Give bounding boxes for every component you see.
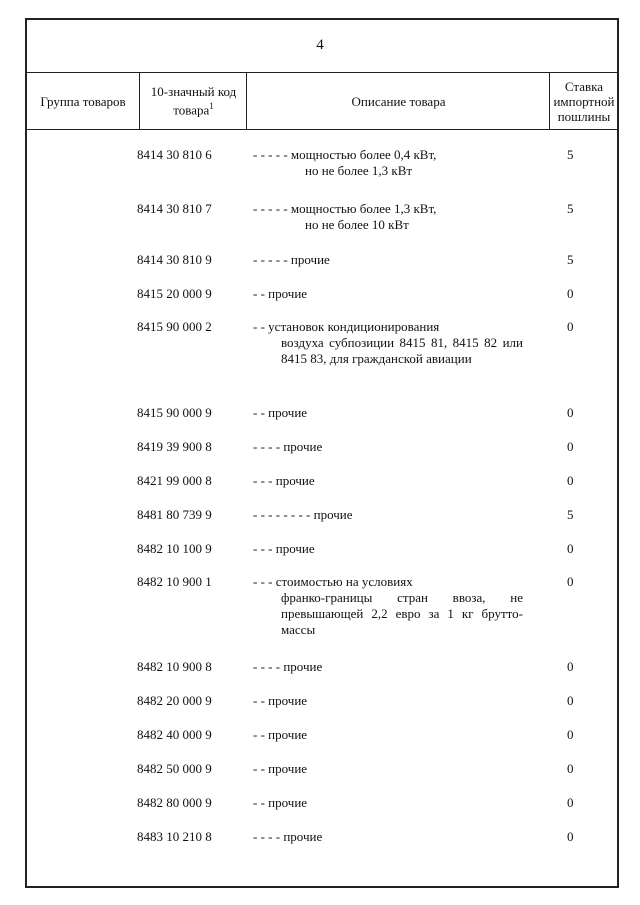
description-continuation: франко-границы стран ввоза, не превышающей 2,2 евро за 1 кг брутто-массы: [281, 590, 523, 637]
commodity-description: [253, 286, 523, 302]
commodity-code: 8481 80 739 9: [137, 507, 212, 522]
commodity-description: [253, 761, 523, 777]
description-text: прочие: [268, 286, 308, 301]
commodity-description: [253, 659, 523, 675]
description-text: прочие: [268, 727, 308, 742]
commodity-code: 8414 30 810 9: [137, 252, 212, 267]
commodity-code: 8482 10 100 9: [137, 541, 212, 556]
description-text: прочие: [275, 541, 315, 556]
commodity-code: 8482 80 000 9: [137, 795, 212, 810]
level-dashes: - -: [253, 286, 265, 301]
duty-rate: 0: [567, 286, 574, 301]
duty-rate: 0: [567, 473, 574, 488]
commodity-description: [253, 507, 523, 523]
commodity-code: 8414 30 810 6: [137, 147, 212, 162]
description-text: прочие: [283, 439, 323, 454]
duty-rate: 0: [567, 439, 574, 454]
duty-rate: 0: [567, 693, 574, 708]
commodity-description: [253, 727, 523, 743]
level-dashes: - - -: [253, 541, 273, 556]
description-text: прочие: [275, 473, 315, 488]
commodity-description: [253, 574, 523, 638]
commodity-code: 8482 10 900 8: [137, 659, 212, 674]
commodity-code: 8415 90 000 2: [137, 319, 212, 334]
commodity-description: [253, 405, 523, 421]
description-text: прочие: [283, 829, 323, 844]
tariff-table: [27, 72, 617, 844]
commodity-description: [253, 147, 523, 179]
duty-rate: 0: [567, 761, 574, 776]
level-dashes: - - - -: [253, 439, 281, 454]
duty-rate: 0: [567, 659, 574, 674]
description-continuation: но не более 10 кВт: [305, 217, 409, 232]
description-text: мощностью более 0,4 кВт,: [290, 147, 437, 162]
level-dashes: - - - - -: [253, 201, 288, 216]
commodity-description: [253, 693, 523, 709]
level-dashes: - - - -: [253, 659, 281, 674]
header-code: 10-значный код товара$^1$: [139, 73, 247, 129]
level-dashes: - -: [253, 761, 265, 776]
level-dashes: - -: [253, 727, 265, 742]
duty-rate: 5: [567, 252, 574, 267]
table-header: [27, 72, 617, 130]
duty-rate: 5: [567, 201, 574, 216]
level-dashes: - -: [253, 795, 265, 810]
description-text: установок кондиционирования: [268, 319, 440, 334]
header-group: Группа товаров: [40, 93, 126, 109]
description-text: мощностью более 1,3 кВт,: [290, 201, 437, 216]
commodity-code: 8419 39 900 8: [137, 439, 212, 454]
duty-rate: 5: [567, 507, 574, 522]
duty-rate: 0: [567, 541, 574, 556]
commodity-description: [253, 473, 523, 489]
level-dashes: - - -: [253, 473, 273, 488]
description-text: стоимостью на условиях: [275, 574, 413, 589]
level-dashes: - -: [253, 693, 265, 708]
commodity-code: 8482 50 000 9: [137, 761, 212, 776]
level-dashes: - - - - -: [253, 252, 288, 267]
commodity-description: [253, 795, 523, 811]
duty-rate: 0: [567, 574, 574, 589]
duty-rate: 0: [567, 829, 574, 844]
duty-rate: 0: [567, 319, 574, 334]
commodity-description: [253, 541, 523, 557]
description-continuation: воздуха субпозиции 8415 81, 8415 82 или 8415 83, для гражданской авиации: [281, 335, 523, 366]
commodity-description: [253, 319, 523, 367]
header-rate: Ставка импортной пошлины: [549, 73, 618, 129]
commodity-code: 8482 40 000 9: [137, 727, 212, 742]
description-text: прочие: [268, 693, 308, 708]
commodity-description: [253, 439, 523, 455]
commodity-code: 8421 99 000 8: [137, 473, 212, 488]
commodity-code: 8482 10 900 1: [137, 574, 212, 589]
commodity-code: 8482 20 000 9: [137, 693, 212, 708]
description-text: прочие: [313, 507, 353, 522]
level-dashes: - - - - - - - -: [253, 507, 311, 522]
duty-rate: 5: [567, 147, 574, 162]
level-dashes: - -: [253, 405, 265, 420]
commodity-code: 8414 30 810 7: [137, 201, 212, 216]
description-text: прочие: [268, 405, 308, 420]
duty-rate: 0: [567, 795, 574, 810]
level-dashes: - - - -: [253, 829, 281, 844]
commodity-code: 8415 90 000 9: [137, 405, 212, 420]
duty-rate: 0: [567, 405, 574, 420]
level-dashes: - -: [253, 319, 265, 334]
commodity-description: [253, 829, 523, 845]
header-description: Описание товара: [246, 73, 550, 129]
commodity-description: [253, 201, 523, 233]
commodity-code: 8483 10 210 8: [137, 829, 212, 844]
commodity-description: [253, 252, 523, 268]
level-dashes: - - -: [253, 574, 273, 589]
description-text: прочие: [268, 795, 308, 810]
description-text: прочие: [283, 659, 323, 674]
duty-rate: 0: [567, 727, 574, 742]
page-number: 4: [316, 37, 324, 53]
description-text: прочие: [290, 252, 330, 267]
description-continuation: но не более 1,3 кВт: [305, 163, 413, 178]
description-text: прочие: [268, 761, 308, 776]
level-dashes: - - - - -: [253, 147, 288, 162]
commodity-code: 8415 20 000 9: [137, 286, 212, 301]
